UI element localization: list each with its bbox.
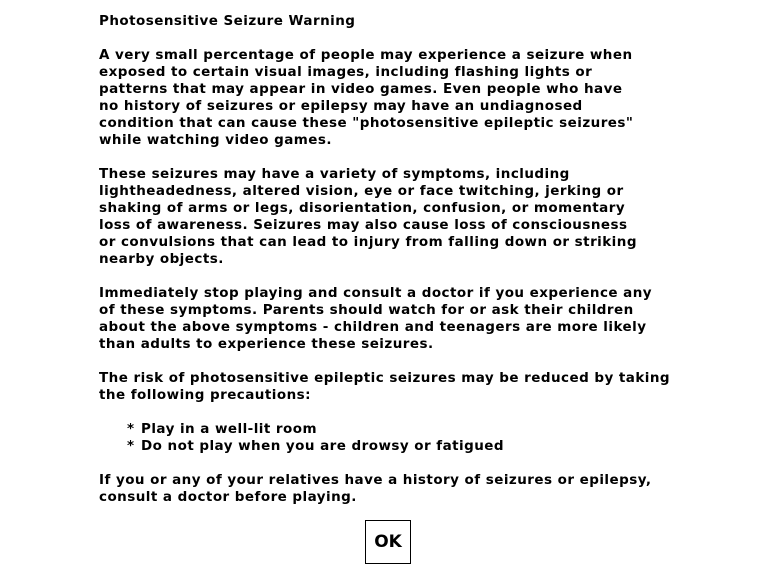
warning-paragraph-intro: A very small percentage of people may experience a seizure when exposed to certain visual images, including flashing lights or patterns that may appear in video games. Even people who have no history of seizures or epilepsy may have an undiagnosed condition that can cause these "photosensitive epileptic seizures" while watching video games.: [99, 47, 634, 148]
warning-paragraph-symptoms: These seizures may have a variety of symptoms, including lightheadedness, altered vision, eye or face twitching, jerking or shaking of arms or legs, disorientation, confusion, or momentary loss of awareness. Seizures may also cause loss of consciousness or convulsions that can lead to injury from falling down or striking nearby objects.: [99, 166, 637, 267]
warning-paragraph-closing: If you or any of your relatives have a history of seizures or epilepsy, consult a doctor before playing.: [99, 472, 652, 505]
bullet-marker: *: [127, 438, 135, 454]
bullet-marker: *: [127, 421, 135, 437]
ok-button[interactable]: OK: [365, 520, 411, 564]
precaution-item: [127, 438, 719, 455]
warning-paragraph-precautions-intro: The risk of photosensitive epileptic seizures may be reduced by taking the following precautions:: [99, 370, 671, 403]
warning-title: Photosensitive Seizure Warning: [99, 13, 356, 29]
warning-paragraph-stop-playing: Immediately stop playing and consult a doctor if you experience any of these symptoms. Parents should watch for or ask their children about the above symptoms - children and teenagers are more likely than adults to experience these seizures.: [99, 285, 653, 352]
precaution-item: [127, 421, 719, 438]
precautions-list: [99, 421, 719, 455]
precaution-text: Do not play when you are drowsy or fatigued: [141, 438, 505, 454]
seizure-warning-text: [99, 13, 719, 523]
precaution-text: Play in a well-lit room: [141, 421, 317, 437]
